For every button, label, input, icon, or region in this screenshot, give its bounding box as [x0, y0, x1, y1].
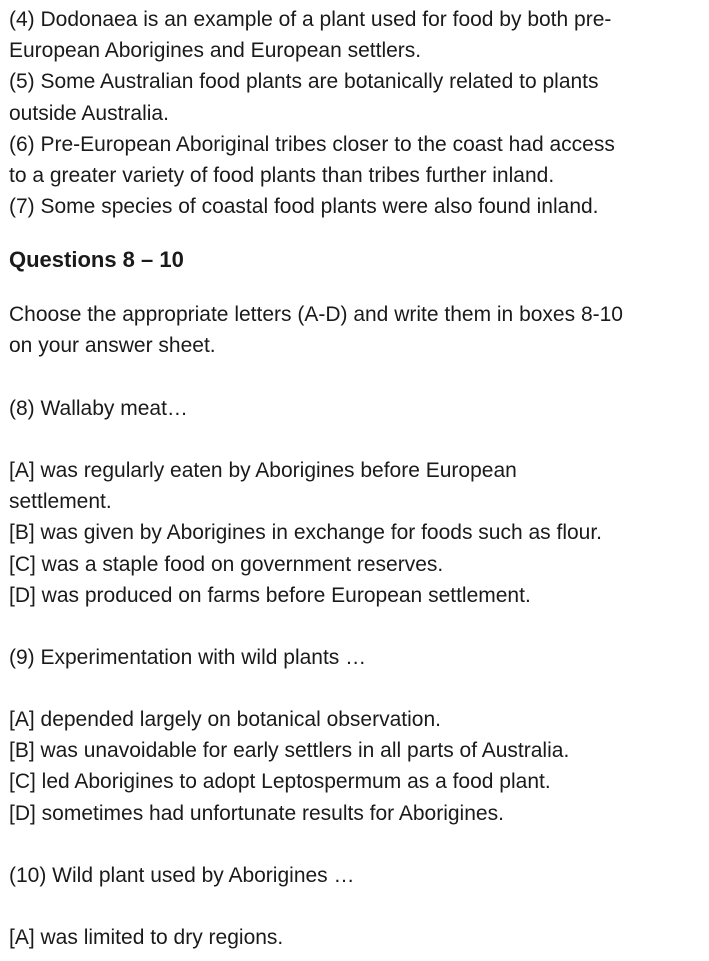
- instruction-line-1: Choose the appropriate letters (A-D) and write them in boxes 8-10: [9, 303, 623, 326]
- question-9-option-b: [B] was unavoidable for early settlers in all parts of Australia.: [9, 739, 570, 763]
- instruction-line-2: on your answer sheet.: [9, 334, 216, 358]
- section-instruction: [9, 299, 623, 361]
- question-8-option-c: [C] was a staple food on government reserves.: [9, 552, 444, 576]
- question-9-stem: (9) Experimentation with wild plants …: [9, 646, 367, 669]
- statement-6-line-1: (6) Pre-European Aboriginal tribes closer to the coast had access: [9, 132, 615, 156]
- question-8-option-b: [B] was given by Aborigines in exchange for foods such as flour.: [9, 521, 603, 545]
- question-9-option-a: [A] depended largely on botanical observation.: [9, 708, 441, 731]
- question-8-option-d: [D] was produced on farms before European settlement.: [9, 583, 531, 607]
- question-8-options: [9, 455, 602, 611]
- question-10-options: [9, 922, 283, 953]
- question-9-option-d: [D] sometimes had unfortunate results for Aborigines.: [9, 801, 504, 825]
- statement-5-line-1: (5) Some Australian food plants are botanically related to plants: [9, 70, 599, 94]
- question-8-option-a-line-2: settlement.: [9, 490, 112, 514]
- question-8-stem: (8) Wallaby meat…: [9, 397, 188, 420]
- question-10-option-a: [A] was limited to dry regions.: [9, 926, 284, 949]
- section-heading: Questions 8 – 10: [9, 247, 184, 272]
- statement-5-line-2: outside Australia.: [9, 101, 169, 125]
- statement-list: [9, 4, 615, 222]
- statement-7-line-1: (7) Some species of coastal food plants were also found inland.: [9, 195, 599, 219]
- question-9-option-c: [C] led Aborigines to adopt Leptospermum as a food plant.: [9, 770, 551, 794]
- question-10-stem: (10) Wild plant used by Aborigines …: [9, 864, 355, 887]
- question-8-option-a-line-1: [A] was regularly eaten by Aborigines before European: [9, 459, 517, 482]
- statement-6-line-2: to a greater variety of food plants than tribes further inland.: [9, 164, 555, 188]
- statement-4-line-2: European Aborigines and European settlers.: [9, 39, 422, 63]
- statement-4-line-1: (4) Dodonaea is an example of a plant used for food by both pre-: [9, 8, 612, 31]
- question-9-options: [9, 704, 569, 829]
